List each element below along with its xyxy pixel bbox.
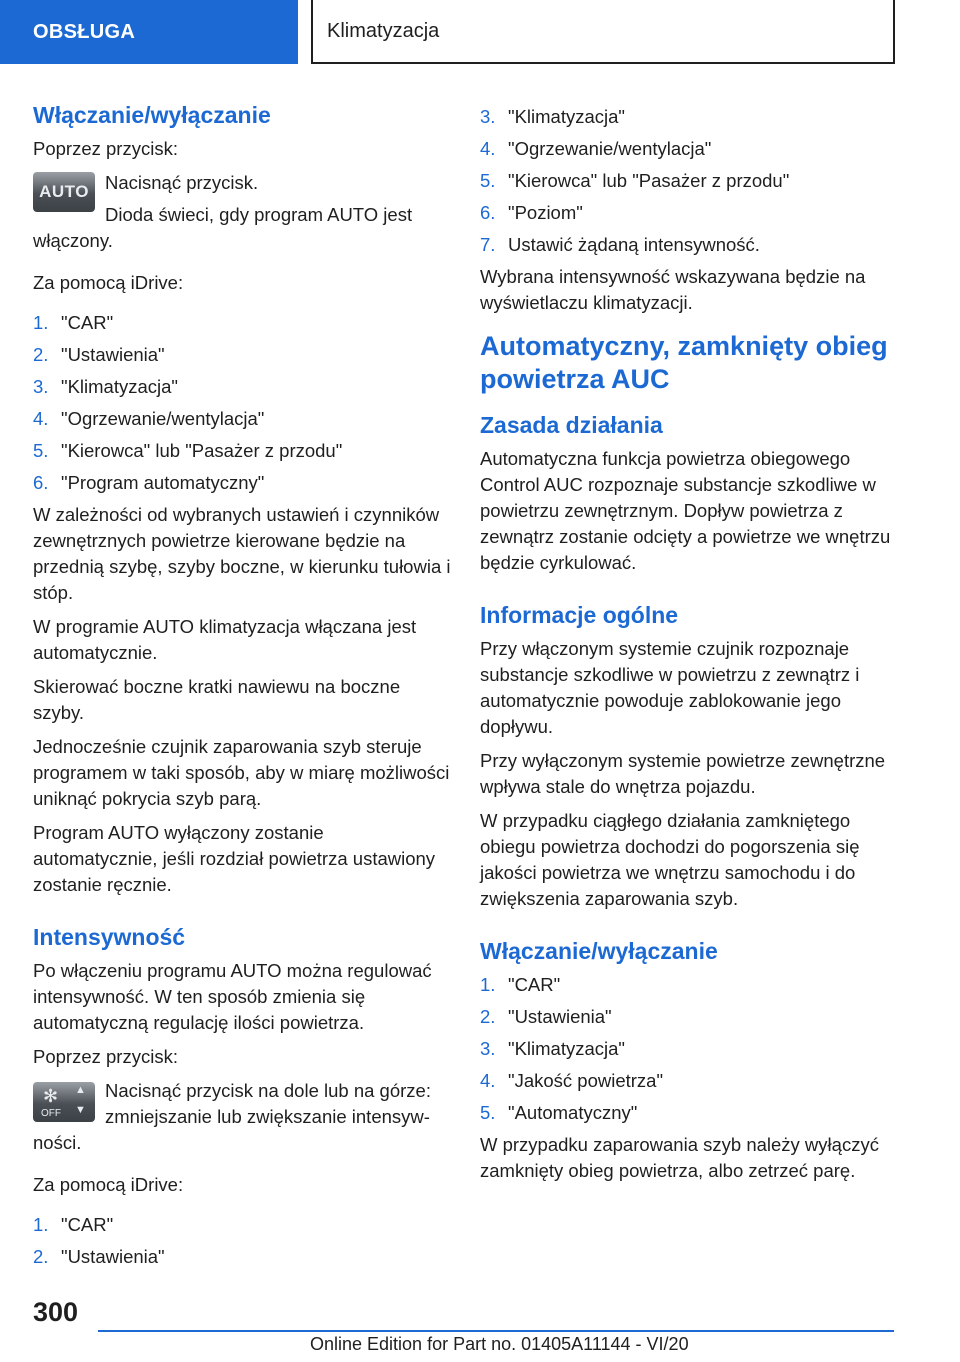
list-item bbox=[480, 972, 900, 998]
footer-edition: Online Edition for Part no. 01405A11144 - VI/20 bbox=[310, 1334, 689, 1354]
auto-icon-label: AUTO bbox=[39, 182, 89, 201]
section-tab[interactable] bbox=[0, 0, 298, 64]
press-button-text: Nacisnąć przycisk. bbox=[105, 172, 259, 193]
list-text: "CAR" bbox=[508, 974, 561, 995]
list-num: 2. bbox=[33, 344, 49, 365]
list-text: "Kierowca" lub "Pasażer z przodu" bbox=[61, 440, 343, 461]
idrive-text: Za pomocą iDrive: bbox=[33, 1174, 184, 1195]
list-item bbox=[33, 438, 453, 464]
heading-auc: Automatyczny, zamknięty obieg powietrza AUC bbox=[480, 331, 888, 394]
list-text: "Jakość powietrza" bbox=[508, 1070, 664, 1091]
via-button-text: Poprzez przycisk: bbox=[33, 1046, 178, 1067]
paragraph: Po włączeniu programu AUTO można regulować intensywność. W ten sposób zmienia się automatyczną regulację ilości powietrza. bbox=[33, 960, 432, 1033]
list-num: 3. bbox=[480, 106, 496, 127]
page-number: 300 bbox=[33, 1297, 79, 1327]
list-item bbox=[33, 342, 453, 368]
paragraph: W przypadku ciągłego działania zamkniętego obiegu powietrza dochodzi do pogorszenia się jakości powietrza we wnętrzu samochodu i do zwiększenia zaparowania szyb. bbox=[480, 810, 860, 909]
list-text: "Ustawienia" bbox=[61, 344, 165, 365]
list-text: Ustawić żądaną intensywność. bbox=[508, 234, 760, 255]
fan-button-icon bbox=[33, 1082, 95, 1122]
led-text-line2: włączony. bbox=[33, 230, 113, 251]
list-num: 1. bbox=[33, 312, 49, 333]
idrive-text: Za pomocą iDrive: bbox=[33, 272, 184, 293]
fan-off-label: OFF bbox=[41, 1108, 61, 1119]
list-num: 5. bbox=[480, 170, 496, 191]
steps-list-1 bbox=[33, 310, 453, 496]
list-item bbox=[480, 1036, 900, 1062]
led-text-line1: Dioda świeci, gdy program AUTO jest bbox=[105, 204, 413, 225]
list-text: "Automatyczny" bbox=[508, 1102, 638, 1123]
list-text: "Klimatyzacja" bbox=[61, 376, 178, 397]
press-line2: zmniejszanie lub zwiększanie intensyw- bbox=[105, 1106, 430, 1127]
list-text: "CAR" bbox=[61, 312, 114, 333]
list-num: 6. bbox=[480, 202, 496, 223]
list-text: "Ogrzewanie/wentylacja" bbox=[61, 408, 265, 429]
list-num: 3. bbox=[480, 1038, 496, 1059]
paragraph: W zależności od wybranych ustawień i czynników zewnętrznych powietrze kierowane będzie na przednią szybę, szyby boczne, w kierunku tułowia i stóp. bbox=[33, 504, 451, 603]
chapter-header bbox=[311, 0, 895, 64]
fan-button-row bbox=[33, 1078, 453, 1130]
paragraph: Jednocześnie czujnik zaparowania szyb steruje programem w taki sposób, aby w miarę możliwości uniknąć pokrycia szyb parą. bbox=[33, 736, 450, 809]
list-item bbox=[480, 136, 900, 162]
list-item bbox=[33, 1212, 453, 1238]
steps-list-3 bbox=[480, 972, 900, 1126]
list-item bbox=[33, 1244, 453, 1270]
press-line1: Nacisnąć przycisk na dole lub na górze: bbox=[105, 1080, 431, 1101]
chapter-title: Klimatyzacja bbox=[327, 19, 440, 42]
heading-on-off: Włączanie/wyłączanie bbox=[33, 102, 271, 128]
steps-list-2 bbox=[33, 1212, 453, 1270]
list-num: 7. bbox=[480, 234, 496, 255]
list-text: "Ustawienia" bbox=[61, 1246, 165, 1267]
list-num: 4. bbox=[480, 1070, 496, 1091]
list-item bbox=[33, 374, 453, 400]
list-item bbox=[480, 1004, 900, 1030]
list-num: 5. bbox=[480, 1102, 496, 1123]
via-button-text: Poprzez przycisk: bbox=[33, 138, 178, 159]
fan-icon: ✻ bbox=[43, 1086, 59, 1106]
heading-general: Informacje ogólne bbox=[480, 602, 679, 628]
list-item bbox=[480, 1068, 900, 1094]
auto-button-icon bbox=[33, 172, 95, 212]
heading-intensity: Intensywność bbox=[33, 924, 186, 950]
paragraph: Przy włączonym systemie czujnik rozpoznaje substancje szkodliwe w powietrzu z zewnątrz i automatycznie powoduje zablokowanie jego dopływu. bbox=[480, 638, 860, 737]
paragraph: Program AUTO wyłączony zostanie automatycznie, jeśli rozdział powietrza ustawiony zostanie ręcznie. bbox=[33, 822, 436, 895]
paragraph: Automatyczna funkcja powietrza obiegowego Control AUC rozpoznaje substancje szkodliwe w powietrzu zewnętrznym. Dopływ powietrza z zewnątrz zostanie odcięty a powietrze we wnętrzu będzie cyrkulować. bbox=[480, 448, 891, 573]
steps-list-cont bbox=[480, 104, 900, 258]
paragraph: Wybrana intensywność wskazywana będzie na wyświetlaczu klimatyzacji. bbox=[480, 266, 866, 313]
heading-principle: Zasada działania bbox=[480, 412, 663, 438]
list-num: 4. bbox=[33, 408, 49, 429]
paragraph: W przypadku zaparowania szyb należy wyłączyć zamknięty obieg powietrza, albo zetrzeć parę. bbox=[480, 1134, 879, 1181]
heading-on-off-2: Włączanie/wyłączanie bbox=[480, 938, 718, 964]
list-num: 2. bbox=[33, 1246, 49, 1267]
auto-button-row bbox=[33, 170, 453, 234]
list-num: 3. bbox=[33, 376, 49, 397]
paragraph: W programie AUTO klimatyzacja włączana jest automatycznie. bbox=[33, 616, 417, 663]
left-column bbox=[33, 100, 453, 1276]
list-num: 4. bbox=[480, 138, 496, 159]
list-item bbox=[33, 310, 453, 336]
list-num: 1. bbox=[480, 974, 496, 995]
footer-divider bbox=[98, 1330, 894, 1332]
list-item bbox=[480, 1100, 900, 1126]
list-num: 5. bbox=[33, 440, 49, 461]
list-item bbox=[33, 406, 453, 432]
right-column bbox=[480, 100, 900, 1192]
list-text: "Poziom" bbox=[508, 202, 583, 223]
list-item bbox=[33, 470, 453, 496]
list-item bbox=[480, 168, 900, 194]
list-text: "Program automatyczny" bbox=[61, 472, 265, 493]
list-item bbox=[480, 232, 900, 258]
paragraph: Przy wyłączonym systemie powietrze zewnętrzne wpływa stale do wnętrza pojazdu. bbox=[480, 750, 886, 797]
list-num: 6. bbox=[33, 472, 49, 493]
list-item bbox=[480, 104, 900, 130]
list-text: "Klimatyzacja" bbox=[508, 1038, 625, 1059]
list-num: 2. bbox=[480, 1006, 496, 1027]
list-text: "Ustawienia" bbox=[508, 1006, 612, 1027]
arrow-up-icon: ▲ bbox=[75, 1084, 86, 1096]
list-num: 1. bbox=[33, 1214, 49, 1235]
section-label: OBSŁUGA bbox=[33, 20, 136, 43]
list-text: "Kierowca" lub "Pasażer z przodu" bbox=[508, 170, 790, 191]
list-item bbox=[480, 200, 900, 226]
arrow-down-icon: ▼ bbox=[75, 1104, 86, 1116]
list-text: "Ogrzewanie/wentylacja" bbox=[508, 138, 712, 159]
list-text: "Klimatyzacja" bbox=[508, 106, 625, 127]
paragraph: Skierować boczne kratki nawiewu na boczne szyby. bbox=[33, 676, 401, 723]
list-text: "CAR" bbox=[61, 1214, 114, 1235]
press-line3: ności. bbox=[33, 1132, 82, 1153]
